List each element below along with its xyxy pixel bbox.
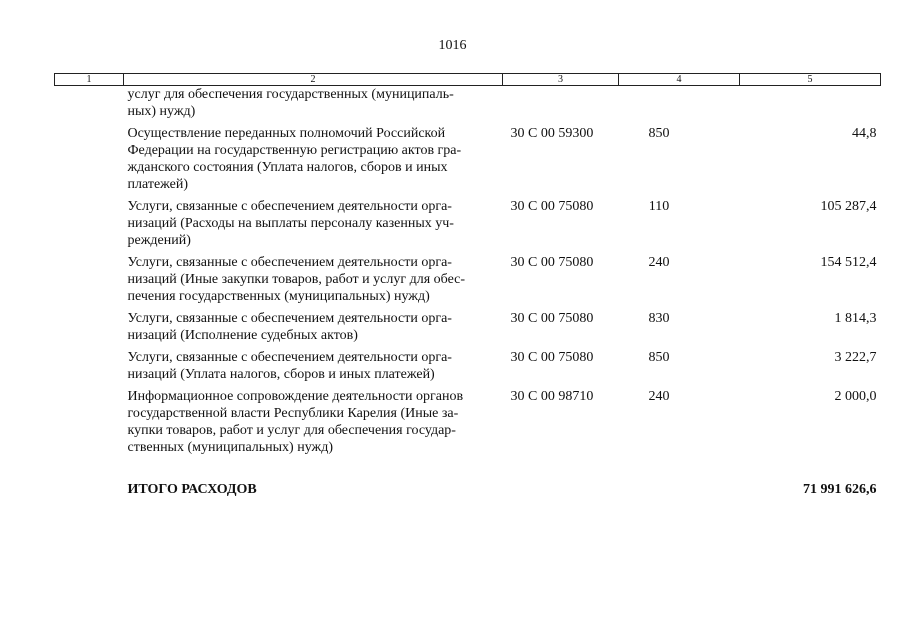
target-code-cell: 30 С 00 75080 xyxy=(510,350,594,365)
expense-type-cell: 850 xyxy=(648,126,670,141)
amount-cell: 105 287,4 xyxy=(820,199,877,214)
expense-type-cell: 830 xyxy=(648,311,670,326)
total-row xyxy=(55,461,881,498)
expense-type-cell: 240 xyxy=(648,389,670,404)
amount-cell: 2 000,0 xyxy=(834,389,877,404)
column-header: 1 xyxy=(55,74,124,86)
expense-name-cell: Осуществление переданных полномочий Российской Федерации на государственную регистрацию актов гра- жданского состояния (Уплата налогов, сборов и иных платежей) xyxy=(127,126,462,192)
row-number-cell xyxy=(55,86,124,126)
expense-name-cell: Информационное сопровождение деятельности органов государственной власти Республики Карелия (Иные за- купки товаров, работ и услуг для обеспечения государ- ственных (муниципальных) нужд) xyxy=(127,389,464,455)
total-amount: 71 991 626,6 xyxy=(803,482,877,497)
target-code-cell: 30 С 00 59300 xyxy=(510,126,594,141)
expense-type-cell: 240 xyxy=(648,255,670,270)
expense-name-cell: Услуги, связанные с обеспечением деятельности орга- низаций (Исполнение судебных актов) xyxy=(127,311,452,343)
table-row xyxy=(55,86,881,126)
expense-type-cell: 110 xyxy=(648,199,670,214)
table-row xyxy=(55,125,881,198)
row-number-cell xyxy=(55,125,124,198)
table-row xyxy=(55,310,881,349)
target-code-cell: 30 С 00 98710 xyxy=(510,389,594,404)
table-row xyxy=(55,198,881,254)
row-number-cell xyxy=(55,254,124,310)
row-number-cell xyxy=(55,461,124,498)
table-row xyxy=(55,388,881,461)
target-code-cell: 30 С 00 75080 xyxy=(510,255,594,270)
page-number: 1016 xyxy=(438,38,467,53)
column-header: 2 xyxy=(124,74,503,86)
row-number-cell xyxy=(55,310,124,349)
target-code-cell xyxy=(503,461,619,498)
expense-type-cell xyxy=(619,461,740,498)
expense-name-cell: Услуги, связанные с обеспечением деятельности орга- низаций (Уплата налогов, сборов и иных платежей) xyxy=(127,350,452,382)
budget-table xyxy=(54,73,881,498)
expense-name-cell: услуг для обеспечения государственных (муниципаль- ных) нужд) xyxy=(127,87,454,119)
column-header: 3 xyxy=(503,74,619,86)
row-number-cell xyxy=(55,388,124,461)
amount-cell: 1 814,3 xyxy=(834,311,877,326)
target-code-cell: 30 С 00 75080 xyxy=(510,311,594,326)
expense-name-cell: Услуги, связанные с обеспечением деятельности орга- низаций (Расходы на выплаты персоналу казенных уч- реждений) xyxy=(127,199,454,248)
expense-name-cell: Услуги, связанные с обеспечением деятельности орга- низаций (Иные закупки товаров, работ и услуг для обес- печения государственных (муниципальных) нужд) xyxy=(127,255,466,304)
amount-cell: 44,8 xyxy=(852,126,877,141)
amount-cell: 154 512,4 xyxy=(820,255,877,270)
table-header xyxy=(55,74,881,86)
amount-cell xyxy=(740,86,881,126)
total-label: ИТОГО РАСХОДОВ xyxy=(127,482,257,497)
expense-type-cell xyxy=(619,86,740,126)
target-code-cell: 30 С 00 75080 xyxy=(510,199,594,214)
table-body xyxy=(55,86,881,499)
expense-type-cell: 850 xyxy=(648,350,670,365)
target-code-cell xyxy=(503,86,619,126)
row-number-cell xyxy=(55,198,124,254)
table-row xyxy=(55,254,881,310)
row-number-cell xyxy=(55,349,124,388)
amount-cell: 3 222,7 xyxy=(834,350,877,365)
column-header: 5 xyxy=(740,74,881,86)
table-row xyxy=(55,349,881,388)
column-header: 4 xyxy=(619,74,740,86)
